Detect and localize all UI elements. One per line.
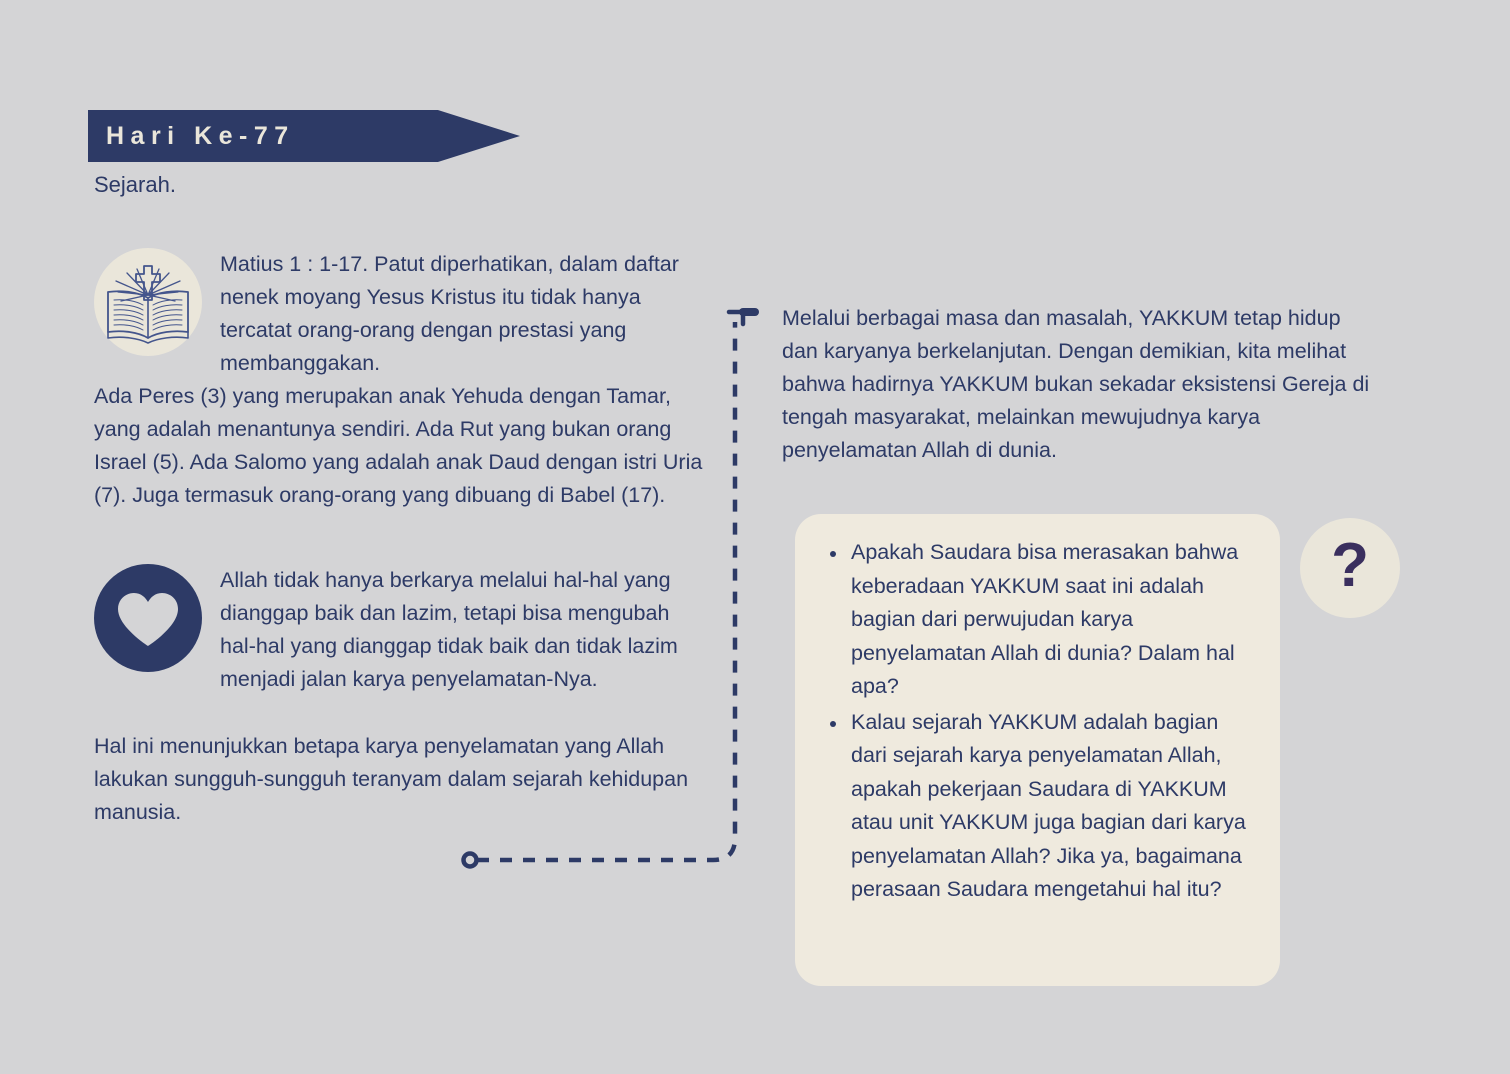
open-bible-with-cross-icon (94, 248, 202, 356)
closing-paragraph: Hal ini menunjukkan betapa karya penyelamatan yang Allah lakukan sungguh-sungguh teranyam dalam sejarah kehidupan manusia. (94, 734, 689, 824)
scripture-text: Matius 1 : 1-17. Patut diperhatikan, dalam daftar nenek moyang Yesus Kristus itu tidak hanya tercatat orang-orang dengan prestasi yang membanggakan. (220, 252, 679, 375)
section-spacer (94, 512, 710, 564)
reflection-block (94, 564, 710, 696)
banner-label: Hari Ke-77 (106, 122, 295, 150)
day-banner (88, 110, 520, 162)
reflection-text: Allah tidak hanya berkarya melalui hal-hal yang dianggap baik dan lazim, tetapi bisa mengubah hal-hal yang dianggap tidak baik dan tidak lazim menjadi jalan karya penyelamatan-Nya. (220, 568, 678, 691)
left-content-column (94, 248, 710, 829)
scripture-continuation: Ada Peres (3) yang merupakan anak Yehuda dengan Tamar, yang adalah menantunya sendiri. Ada Rut yang bukan orang Israel (5). Ada Salomo yang adalah anak Daud dengan istri Uria (7). Juga termasuk orang-orang yang dibuang di Babel (17). (94, 384, 703, 507)
scripture-block (94, 248, 710, 380)
circle-endpoint (464, 854, 477, 867)
question-list (821, 536, 1254, 907)
list-item: Kalau sejarah YAKKUM adalah bagian dari sejarah karya penyelamatan Allah, apakah pekerjaan Saudara di YAKKUM atau unit YAKKUM juga bagian dari karya penyelamatan Allah? Jika ya, bagaimana perasaan Saudara mengetahui hal itu? (851, 706, 1254, 907)
heart-icon (94, 564, 202, 672)
arrowhead (729, 312, 743, 324)
right-paragraph: Melalui berbagai masa dan masalah, YAKKUM tetap hidup dan karyanya berkelanjutan. Dengan demikian, kita melihat bahwa hadirnya YAKKUM bukan sekadar eksistensi Gereja di tengah masyarakat, melainkan mewujudnya karya penyelamatan Allah di dunia. (782, 306, 1370, 462)
list-item: Apakah Saudara bisa merasakan bahwa keberadaan YAKKUM saat ini adalah bagian dari perwujudan karya penyelamatan Allah di dunia? Dalam hal apa? (851, 536, 1254, 704)
question-mark-icon (1300, 518, 1400, 618)
question-mark-glyph: ? (1331, 531, 1369, 600)
question-box (795, 514, 1280, 986)
page-subtitle: Sejarah. (94, 172, 176, 197)
